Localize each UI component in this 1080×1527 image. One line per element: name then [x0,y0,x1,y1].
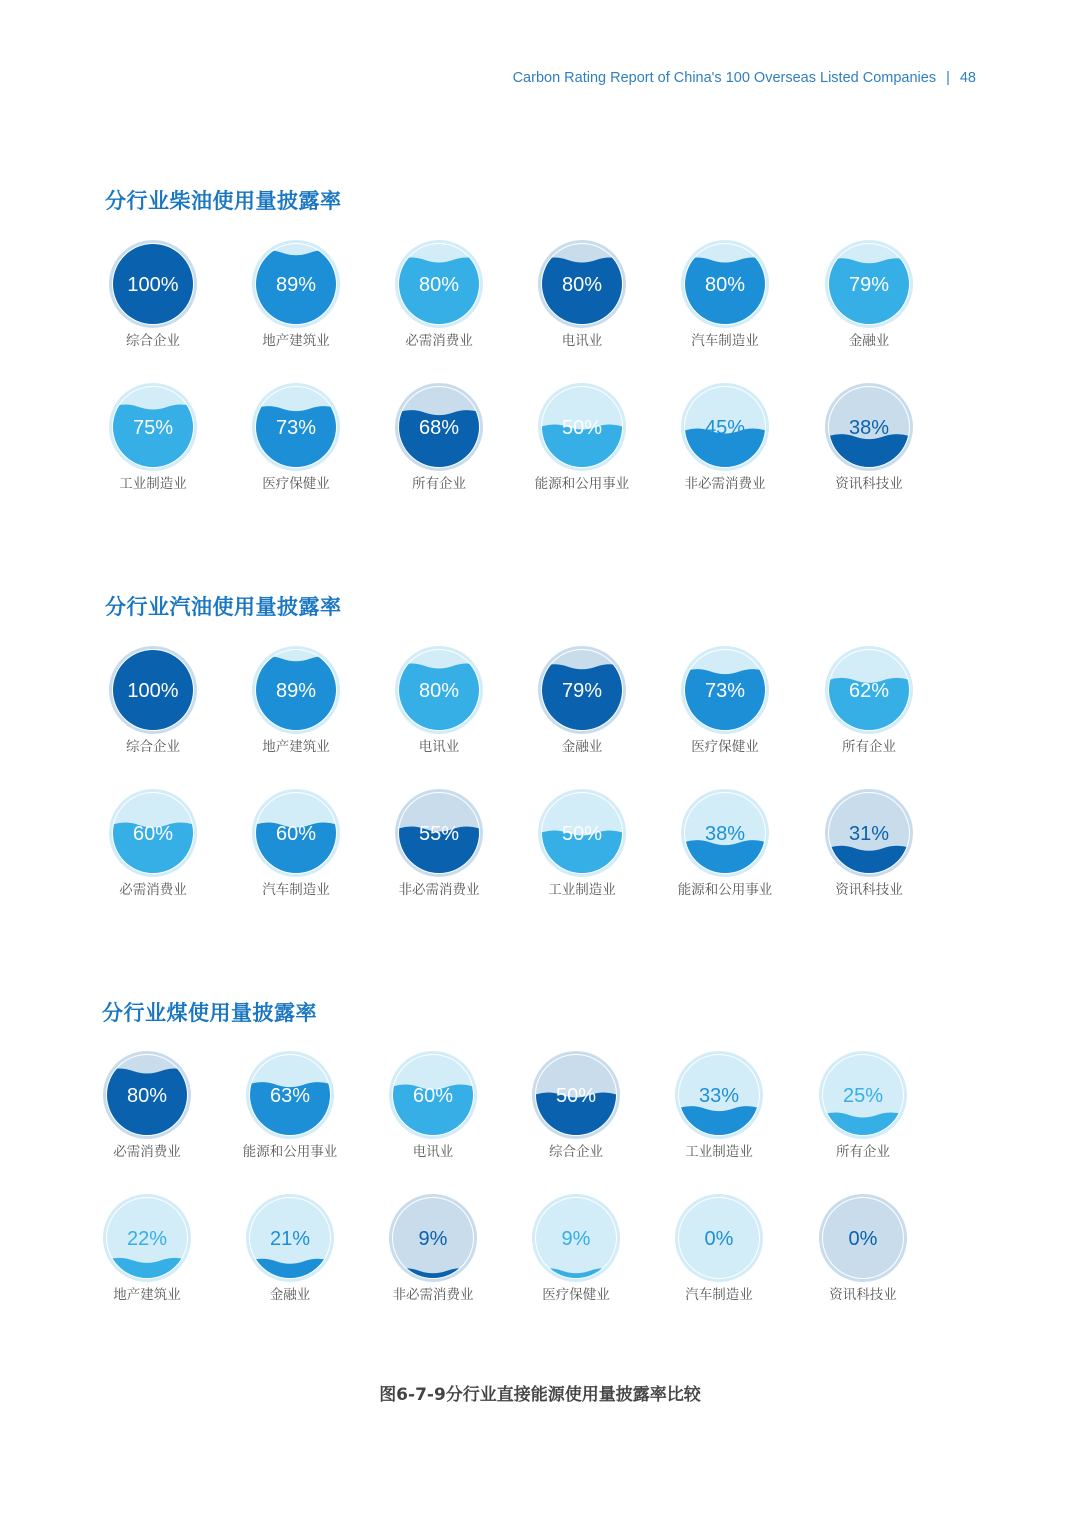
bubble-value-label: 0% [704,1228,734,1250]
bubble-category-label: 综合企业 [126,739,180,755]
bubble-graphic [108,239,198,329]
bubble-graphic [674,1193,764,1283]
bubble-graphic [680,645,770,735]
bubble-category-label: 工业制造业 [119,476,187,492]
bubble-graphic [537,382,627,472]
bubble-item [98,239,208,363]
bubble-graphic [537,788,627,878]
bubble-item [521,1193,631,1317]
bubble-item [241,239,351,363]
bubble-category-label: 非必需消费业 [684,476,766,492]
bubble-value-label: 60% [275,823,317,845]
bubble-value-label: 25% [842,1085,884,1107]
header-separator: | [946,70,950,86]
bubble-value-label: 22% [126,1228,168,1250]
bubble-graphic [388,1050,478,1140]
bubble-graphic [824,788,914,878]
bubble-category-label: 医疗保健业 [691,739,759,755]
bubble-item [241,382,351,506]
chart-title-diesel: 分行业柴油使用量披露率 [105,189,342,213]
bubble-value-label: 0% [848,1228,878,1250]
bubble-item [378,1193,488,1317]
chart-title-coal: 分行业煤使用量披露率 [102,1001,317,1025]
bubble-value-label: 33% [698,1085,740,1107]
bubble-graphic [531,1050,621,1140]
bubble-category-label: 必需消费业 [119,882,187,898]
bubble-category-label: 资讯科技业 [835,476,903,492]
bubble-category-label: 金融业 [269,1287,311,1303]
bubble-graphic [102,1050,192,1140]
bubble-item [92,1050,202,1174]
bubble-graphic [818,1050,908,1140]
bubble-item [808,1193,918,1317]
bubble-graphic [394,645,484,735]
bubble-category-label: 汽车制造业 [691,333,759,349]
bubble-item [527,788,637,912]
bubble-item [808,1050,918,1174]
bubble-category-label: 地产建筑业 [262,739,330,755]
page-header [513,70,976,86]
bubble-item [98,645,208,769]
bubble-graphic [824,239,914,329]
bubble-item [521,1050,631,1174]
bubble-graphic [251,239,341,329]
bubble-value-label: 50% [561,417,603,439]
bubble-graphic [108,645,198,735]
bubble-value-label: 80% [126,1085,168,1107]
bubble-item [670,239,780,363]
bubble-graphic [102,1193,192,1283]
bubble-category-label: 电讯业 [418,739,460,755]
bubble-value-label: 50% [555,1085,597,1107]
bubble-item [814,645,924,769]
bubble-value-label: 9% [418,1228,448,1250]
page-number: 48 [959,70,976,86]
bubble-category-label: 汽车制造业 [262,882,330,898]
bubble-value-label: 73% [275,417,317,439]
bubble-item [384,239,494,363]
bubble-value-label: 80% [704,274,746,296]
bubble-value-label: 73% [704,680,746,702]
bubble-item [98,788,208,912]
bubble-category-label: 必需消费业 [113,1144,181,1160]
bubble-item [378,1050,488,1174]
bubble-category-label: 必需消费业 [405,333,473,349]
bubble-item [670,382,780,506]
bubble-value-label: 21% [269,1228,311,1250]
bubble-item [814,239,924,363]
bubble-item [92,1193,202,1317]
bubble-graphic [824,382,914,472]
bubble-item [235,1193,345,1317]
bubble-value-label: 62% [848,680,890,702]
bubble-graphic [680,788,770,878]
bubble-graphic [680,239,770,329]
bubble-item [235,1050,345,1174]
bubble-item [670,788,780,912]
bubble-category-label: 工业制造业 [685,1144,753,1160]
chart-title-gasoline: 分行业汽油使用量披露率 [105,595,342,619]
bubble-graphic [245,1193,335,1283]
bubble-value-label: 60% [132,823,174,845]
bubble-graphic [251,382,341,472]
bubble-category-label: 资讯科技业 [835,882,903,898]
bubble-category-label: 医疗保健业 [542,1287,610,1303]
bubble-graphic [537,239,627,329]
figure-caption: 图6-7-9分行业直接能源使用量披露率比较 [379,1385,701,1405]
bubble-item [664,1193,774,1317]
bubble-category-label: 医疗保健业 [262,476,330,492]
bubble-category-label: 地产建筑业 [262,333,330,349]
bubble-value-label: 38% [704,823,746,845]
bubble-graphic [680,382,770,472]
bubble-graphic [388,1193,478,1283]
bubble-value-label: 68% [418,417,460,439]
bubble-item [241,788,351,912]
bubble-value-label: 80% [418,274,460,296]
bubble-value-label: 55% [418,823,460,845]
bubble-graphic [108,788,198,878]
bubble-graphic [531,1193,621,1283]
bubble-value-label: 63% [269,1085,311,1107]
bubble-item [241,645,351,769]
bubble-graphic [394,788,484,878]
report-title: Carbon Rating Report of China's 100 Overseas Listed Companies [512,70,937,86]
bubble-value-label: 80% [561,274,603,296]
bubble-value-label: 100% [127,274,179,296]
bubble-item [814,788,924,912]
bubble-value-label: 75% [132,417,174,439]
bubble-value-label: 79% [561,680,603,702]
bubble-category-label: 资讯科技业 [829,1287,897,1303]
bubble-item [670,645,780,769]
bubble-item [384,788,494,912]
bubble-category-label: 能源和公用事业 [677,882,773,898]
bubble-category-label: 能源和公用事业 [534,476,630,492]
bubble-value-label: 31% [848,823,890,845]
bubble-graphic [537,645,627,735]
bubble-category-label: 所有企业 [412,476,466,492]
bubble-category-label: 金融业 [561,739,603,755]
bubble-value-label: 38% [848,417,890,439]
bubble-value-label: 80% [418,680,460,702]
bubble-graphic [251,788,341,878]
bubble-item [384,382,494,506]
bubble-fill-level [683,840,767,875]
bubble-category-label: 工业制造业 [548,882,616,898]
bubble-item [98,382,208,506]
bubble-category-label: 金融业 [848,333,890,349]
bubble-fill-level [827,434,911,469]
bubble-item [384,645,494,769]
bubble-graphic [394,382,484,472]
bubble-category-label: 综合企业 [549,1144,603,1160]
bubble-category-label: 能源和公用事业 [242,1144,338,1160]
bubble-category-label: 所有企业 [842,739,896,755]
bubble-category-label: 所有企业 [836,1144,890,1160]
bubble-value-label: 9% [561,1228,591,1250]
bubble-graphic [245,1050,335,1140]
bubble-item [527,382,637,506]
bubble-value-label: 89% [275,680,317,702]
bubble-value-label: 79% [848,274,890,296]
bubble-graphic [674,1050,764,1140]
bubble-graphic [818,1193,908,1283]
bubble-item [664,1050,774,1174]
bubble-graphic [251,645,341,735]
bubble-category-label: 综合企业 [126,333,180,349]
bubble-graphic [394,239,484,329]
bubble-category-label: 非必需消费业 [398,882,480,898]
bubble-category-label: 汽车制造业 [685,1287,753,1303]
bubble-value-label: 50% [561,823,603,845]
bubble-item [814,382,924,506]
bubble-graphic [824,645,914,735]
bubble-value-label: 45% [704,417,746,439]
bubble-category-label: 非必需消费业 [392,1287,474,1303]
bubble-item [527,239,637,363]
bubble-category-label: 电讯业 [561,333,603,349]
bubble-value-label: 60% [412,1085,454,1107]
bubble-value-label: 89% [275,274,317,296]
bubble-value-label: 100% [127,680,179,702]
bubble-category-label: 电讯业 [412,1144,454,1160]
bubble-graphic [108,382,198,472]
bubble-item [527,645,637,769]
bubble-category-label: 地产建筑业 [113,1287,181,1303]
